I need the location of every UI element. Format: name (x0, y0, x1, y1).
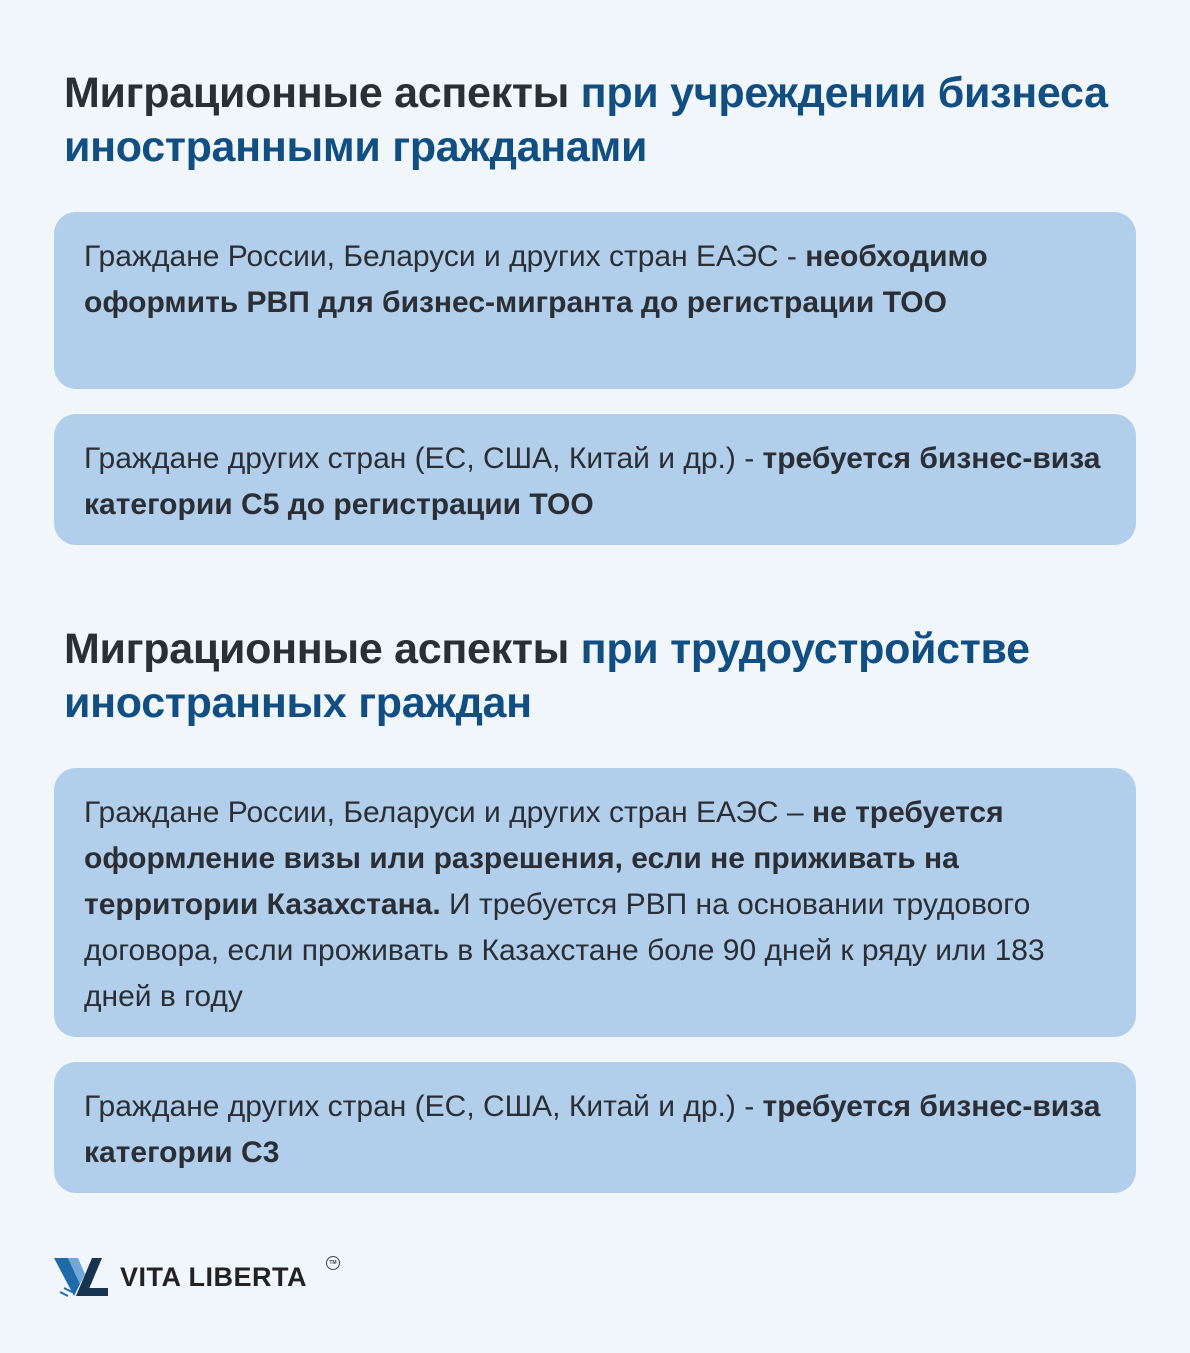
card-text-bold: требуется бизнес-виза категории С5 до регистрации ТОО (84, 442, 1101, 521)
employment-card-other-countries (54, 1062, 1136, 1193)
card-text-bold: не требуется оформление визы или разрешения, если не приживать на территории Казахстана. (84, 796, 1004, 921)
employment-card-eaeu (54, 768, 1136, 1037)
card-text-plain: Граждане России, Беларуси и других стран ЕАЭС - (84, 240, 806, 273)
section-2-title-accent: при трудоустройстве иностранных граждан (64, 625, 1030, 727)
section-2-title (64, 622, 1144, 730)
vl-monogram-icon (54, 1254, 110, 1300)
section-1-title (64, 66, 1144, 174)
brand-logo (54, 1254, 337, 1300)
business-card-eaeu (54, 212, 1136, 389)
card-text-tail: И требуется РВП на основании трудового договора, если проживать в Казахстане боле 90 дней к ряду или 183 дней в году (84, 888, 1045, 1013)
brand-name: VITA LIBERTA (120, 1261, 307, 1292)
card-text-plain: Граждане других стран (ЕС, США, Китай и др.) - (84, 442, 763, 475)
section-2-title-plain: Миграционные аспекты (64, 625, 581, 673)
card-text-plain: Граждане России, Беларуси и других стран ЕАЭС – (84, 796, 812, 829)
business-card-other-countries (54, 414, 1136, 545)
section-1-title-plain: Миграционные аспекты (64, 69, 581, 117)
card-text-bold: требуется бизнес-виза категории С3 (84, 1090, 1101, 1169)
section-1-title-accent: при учреждении бизнеса иностранными гражданами (64, 69, 1108, 171)
card-text-bold: необходимо оформить РВП для бизнес-мигранта до регистрации ТОО (84, 240, 988, 319)
trademark-badge: TM (326, 1256, 340, 1270)
card-text-plain: Граждане других стран (ЕС, США, Китай и др.) - (84, 1090, 763, 1123)
